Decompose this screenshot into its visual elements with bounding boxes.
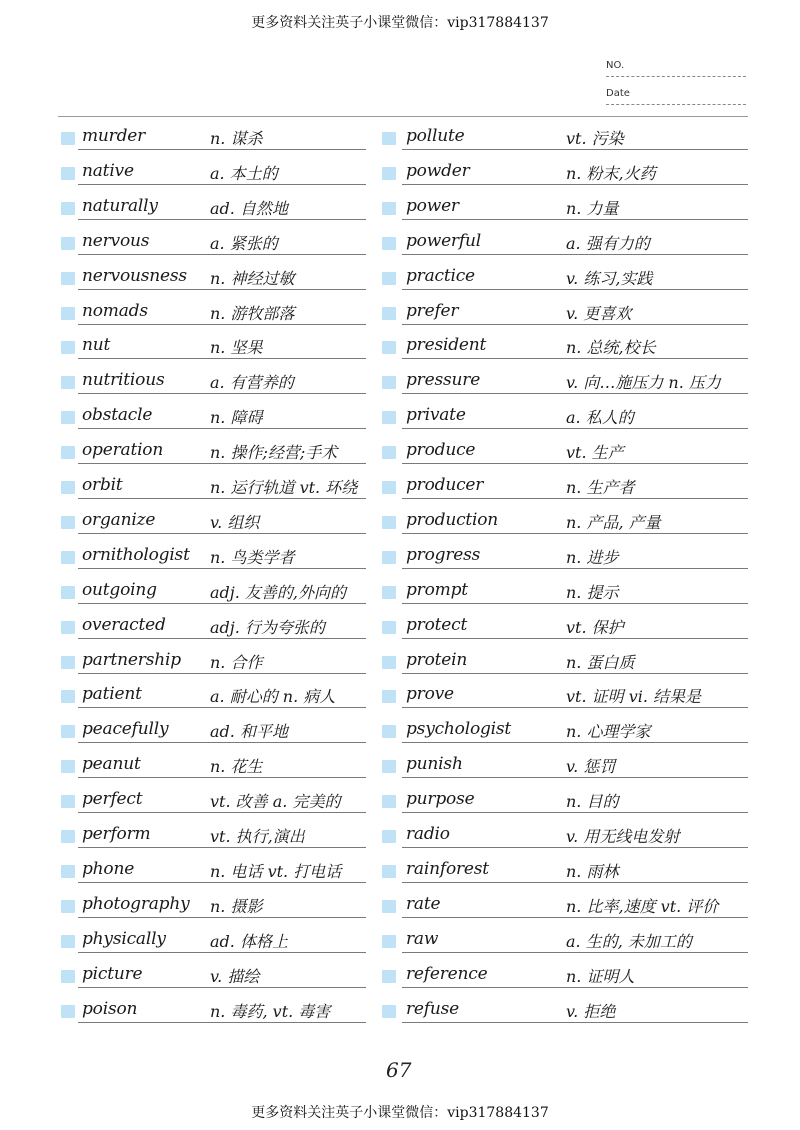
checkbox-marker — [61, 1005, 75, 1018]
ruled-line — [402, 847, 748, 848]
vocab-definition: a. 生的, 未加工的 — [566, 931, 692, 951]
vocab-definition: v. 描绘 — [210, 966, 260, 986]
ruled-line — [402, 707, 748, 708]
ruled-line — [402, 777, 748, 778]
checkbox-marker — [382, 1005, 396, 1018]
vocab-definition: n. 比率,速度 vt. 评价 — [566, 896, 719, 916]
vocab-word: powder — [406, 160, 470, 181]
vocab-word: nut — [82, 335, 111, 356]
ruled-line — [78, 673, 366, 674]
ruled-line — [78, 324, 366, 325]
vocab-definition: n. 心理学家 — [566, 722, 651, 742]
vocab-definition: n. 产品, 产量 — [566, 512, 661, 532]
checkbox-marker — [61, 132, 75, 145]
ruled-line — [402, 568, 748, 569]
vocab-row — [0, 401, 800, 435]
vocab-word: pollute — [406, 126, 465, 146]
date-label: Date — [606, 88, 630, 99]
checkbox-marker — [382, 237, 396, 250]
vocab-word: protect — [406, 614, 468, 635]
ruled-line — [402, 324, 748, 325]
vocab-definition: v. 练习,实践 — [566, 268, 653, 288]
vocab-word: rainforest — [406, 858, 489, 879]
ruled-line — [78, 533, 366, 534]
ruled-line — [78, 568, 366, 569]
checkbox-marker — [382, 900, 396, 913]
vocab-word: nomads — [82, 300, 148, 321]
checkbox-marker — [61, 586, 75, 599]
ruled-line — [402, 428, 748, 429]
vocab-definition: v. 惩罚 — [566, 757, 616, 777]
vocab-word: poison — [82, 998, 138, 1019]
vocab-definition: a. 紧张的 — [210, 233, 278, 253]
vocab-word: prove — [406, 684, 454, 705]
vocab-row — [0, 227, 800, 261]
ruled-line — [402, 289, 748, 290]
ruled-line — [78, 812, 366, 813]
vocab-word: peanut — [82, 754, 141, 775]
checkbox-marker — [61, 865, 75, 878]
vocab-definition: ad. 体格上 — [210, 931, 288, 951]
checkbox-marker — [382, 551, 396, 564]
vocab-definition: a. 耐心的 n. 病人 — [210, 687, 336, 707]
vocab-definition: n. 毒药, vt. 毒害 — [210, 1001, 331, 1021]
vocab-word: photography — [82, 893, 190, 914]
vocab-row — [0, 680, 800, 714]
checkbox-marker — [382, 830, 396, 843]
vocab-definition: n. 目的 — [566, 792, 619, 812]
checkbox-marker — [61, 795, 75, 808]
vocab-word: outgoing — [82, 579, 157, 600]
checkbox-marker — [382, 970, 396, 983]
ruled-line — [78, 184, 366, 185]
vocab-row — [0, 157, 800, 191]
vocab-row — [0, 192, 800, 226]
ruled-line — [402, 882, 748, 883]
vocab-word: perform — [82, 824, 151, 844]
vocab-definition: n. 电话 vt. 打电话 — [210, 861, 342, 881]
vocab-definition: n. 鸟类学者 — [210, 547, 295, 567]
ruled-line — [402, 742, 748, 743]
vocab-row — [0, 960, 800, 994]
vocab-definition: v. 拒绝 — [566, 1001, 616, 1021]
vocab-word: naturally — [82, 195, 158, 216]
checkbox-marker — [61, 656, 75, 669]
vocab-word: patient — [82, 684, 142, 705]
checkbox-marker — [382, 411, 396, 424]
ruled-line — [78, 638, 366, 639]
ruled-line — [78, 882, 366, 883]
vocab-definition: v. 更喜欢 — [566, 303, 632, 323]
ruled-line — [78, 289, 366, 290]
vocab-definition: v. 向…施压力 n. 压力 — [566, 373, 721, 393]
vocab-row — [0, 576, 800, 610]
page-number: 67 — [386, 1058, 412, 1082]
vocab-word: nutritious — [82, 370, 165, 391]
vocab-row — [0, 820, 800, 854]
checkbox-marker — [61, 167, 75, 180]
vocab-word: native — [82, 160, 134, 181]
vocab-definition: vt. 证明 vi. 结果是 — [566, 687, 702, 707]
vocab-word: picture — [82, 963, 143, 984]
vocab-word: phone — [82, 858, 135, 879]
ruled-line — [78, 777, 366, 778]
vocab-word: protein — [406, 649, 468, 670]
ruled-line — [78, 149, 366, 150]
vocab-definition: n. 力量 — [566, 198, 619, 218]
checkbox-marker — [382, 760, 396, 773]
vocab-definition: n. 花生 — [210, 757, 263, 777]
ruled-line — [402, 812, 748, 813]
vocab-word: perfect — [82, 789, 143, 810]
checkbox-marker — [382, 481, 396, 494]
vocab-word: overacted — [82, 614, 166, 635]
vocab-row — [0, 366, 800, 400]
vocab-row — [0, 855, 800, 889]
checkbox-marker — [382, 307, 396, 320]
vocab-word: radio — [406, 824, 450, 844]
ruled-line — [402, 533, 748, 534]
vocab-definition: n. 提示 — [566, 582, 619, 602]
vocab-word: power — [406, 195, 459, 216]
vocab-definition: n. 神经过敏 — [210, 268, 295, 288]
date-line — [606, 104, 746, 105]
vocab-word: murder — [82, 126, 146, 146]
ruled-line — [78, 498, 366, 499]
ruled-line — [78, 847, 366, 848]
vocab-definition: n. 合作 — [210, 652, 263, 672]
vocab-word: purpose — [406, 789, 475, 810]
ruled-line — [402, 917, 748, 918]
checkbox-marker — [382, 202, 396, 215]
vocab-row — [0, 925, 800, 959]
vocab-word: progress — [406, 544, 481, 565]
ruled-line — [402, 952, 748, 953]
vocab-word: reference — [406, 963, 488, 984]
ruled-line — [402, 1022, 748, 1023]
vocab-definition: vt. 保护 — [566, 617, 624, 637]
ruled-line — [402, 987, 748, 988]
vocab-word: psychologist — [406, 719, 512, 740]
ruled-line — [78, 952, 366, 953]
checkbox-marker — [61, 725, 75, 738]
vocab-word: operation — [82, 440, 164, 461]
ruled-line — [78, 463, 366, 464]
vocab-word: nervousness — [82, 265, 187, 286]
checkbox-marker — [61, 621, 75, 634]
vocab-definition: vt. 污染 — [566, 129, 624, 148]
vocab-definition: vt. 改善 a. 完美的 — [210, 792, 341, 812]
ruled-line — [78, 393, 366, 394]
ruled-line — [402, 149, 748, 150]
ruled-line — [402, 673, 748, 674]
vocab-definition: n. 进步 — [566, 547, 619, 567]
vocab-word: powerful — [406, 230, 481, 251]
vocab-definition: a. 有营养的 — [210, 373, 294, 393]
vocab-definition: ad. 和平地 — [210, 722, 288, 742]
vocab-definition: n. 操作;经营;手术 — [210, 443, 338, 463]
ruled-line — [78, 707, 366, 708]
vocab-row — [0, 785, 800, 819]
ruled-line — [78, 603, 366, 604]
vocab-definition: v. 组织 — [210, 512, 260, 532]
checkbox-marker — [61, 551, 75, 564]
checkbox-marker — [382, 272, 396, 285]
ruled-line — [78, 254, 366, 255]
vocab-row — [0, 471, 800, 505]
checkbox-marker — [61, 272, 75, 285]
vocab-row — [0, 890, 800, 924]
vocab-definition: n. 证明人 — [566, 966, 635, 986]
vocab-word: private — [406, 405, 466, 426]
checkbox-marker — [382, 725, 396, 738]
checkbox-marker — [61, 970, 75, 983]
vocab-word: prefer — [406, 300, 459, 321]
vocab-word: prompt — [406, 579, 468, 600]
vocab-word: production — [406, 509, 499, 530]
vocab-row — [0, 715, 800, 749]
vocab-word: obstacle — [82, 405, 153, 426]
checkbox-marker — [61, 830, 75, 843]
checkbox-marker — [61, 237, 75, 250]
vocab-word: refuse — [406, 998, 460, 1019]
ruled-line — [78, 428, 366, 429]
vocab-definition: n. 坚果 — [210, 338, 263, 358]
vocab-row — [0, 995, 800, 1029]
ruled-line — [78, 1022, 366, 1023]
vocab-word: raw — [406, 928, 439, 949]
ruled-line — [402, 603, 748, 604]
vocab-definition: v. 用无线电发射 — [566, 827, 680, 846]
vocab-word: punish — [406, 754, 463, 775]
vocab-word: orbit — [82, 475, 123, 495]
ruled-line — [78, 742, 366, 743]
checkbox-marker — [382, 446, 396, 459]
checkbox-marker — [382, 621, 396, 634]
ruled-line — [402, 184, 748, 185]
ruled-line — [78, 987, 366, 988]
vocab-definition: ad. 自然地 — [210, 198, 288, 218]
ruled-line — [402, 219, 748, 220]
checkbox-marker — [382, 516, 396, 529]
checkbox-marker — [61, 376, 75, 389]
vocab-row — [0, 646, 800, 680]
vocab-word: president — [406, 335, 487, 356]
vocab-word: nervous — [82, 230, 150, 251]
vocab-word: ornithologist — [82, 544, 190, 565]
vocab-definition: n. 运行轨道 vt. 环绕 — [210, 478, 358, 497]
vocab-row — [0, 331, 800, 365]
vocab-row — [0, 436, 800, 470]
vocab-row — [0, 262, 800, 296]
no-line — [606, 76, 746, 77]
no-label: NO. — [606, 60, 625, 71]
vocab-definition: n. 生产者 — [566, 478, 635, 497]
checkbox-marker — [61, 481, 75, 494]
checkbox-marker — [382, 586, 396, 599]
vocab-definition: vt. 生产 — [566, 443, 624, 463]
vocab-word: producer — [406, 475, 484, 495]
vocab-row — [0, 506, 800, 540]
checkbox-marker — [382, 656, 396, 669]
vocab-definition: vt. 执行,演出 — [210, 827, 305, 846]
checkbox-marker — [382, 376, 396, 389]
vocab-row — [0, 122, 800, 156]
vocab-definition: n. 雨林 — [566, 861, 619, 881]
vocab-word: physically — [82, 928, 166, 949]
ruled-line — [402, 358, 748, 359]
checkbox-marker — [61, 690, 75, 703]
vocab-word: partnership — [82, 649, 181, 670]
vocab-definition: adj. 友善的,外向的 — [210, 582, 347, 602]
footer-banner: 更多资料关注英子小课堂微信：vip317884137 — [251, 1105, 549, 1121]
checkbox-marker — [382, 690, 396, 703]
vocab-row — [0, 750, 800, 784]
vocab-word: peacefully — [82, 719, 169, 740]
vocab-definition: n. 摄影 — [210, 896, 263, 916]
vocab-definition: n. 粉末,火药 — [566, 163, 656, 183]
vocab-definition: a. 本土的 — [210, 163, 278, 183]
vocab-definition: n. 障碍 — [210, 408, 263, 428]
ruled-line — [78, 219, 366, 220]
checkbox-marker — [61, 516, 75, 529]
ruled-line — [402, 498, 748, 499]
vocab-word: practice — [406, 265, 475, 286]
vocab-row — [0, 297, 800, 331]
checkbox-marker — [61, 446, 75, 459]
ruled-line — [402, 463, 748, 464]
ruled-line — [78, 917, 366, 918]
checkbox-marker — [382, 167, 396, 180]
ruled-line — [402, 254, 748, 255]
header-banner: 更多资料关注英子小课堂微信：vip317884137 — [251, 15, 549, 31]
vocab-definition: a. 私人的 — [566, 408, 634, 428]
checkbox-marker — [382, 341, 396, 354]
ruled-line — [78, 358, 366, 359]
checkbox-marker — [382, 795, 396, 808]
vocab-word: pressure — [406, 370, 481, 391]
vocab-definition: adj. 行为夸张的 — [210, 617, 325, 637]
vocab-word: rate — [406, 893, 441, 914]
top-rule — [58, 116, 748, 117]
vocab-definition: n. 游牧部落 — [210, 303, 295, 323]
vocab-definition: n. 谋杀 — [210, 129, 263, 148]
vocab-word: organize — [82, 509, 156, 530]
checkbox-marker — [61, 935, 75, 948]
ruled-line — [402, 638, 748, 639]
vocab-row — [0, 611, 800, 645]
checkbox-marker — [382, 935, 396, 948]
checkbox-marker — [61, 202, 75, 215]
vocab-definition: a. 强有力的 — [566, 233, 650, 253]
checkbox-marker — [61, 411, 75, 424]
vocab-word: produce — [406, 440, 476, 461]
checkbox-marker — [61, 760, 75, 773]
checkbox-marker — [382, 865, 396, 878]
ruled-line — [402, 393, 748, 394]
vocab-row — [0, 541, 800, 575]
vocab-definition: n. 蛋白质 — [566, 652, 635, 672]
checkbox-marker — [61, 900, 75, 913]
vocab-definition: n. 总统,校长 — [566, 338, 656, 358]
checkbox-marker — [382, 132, 396, 145]
checkbox-marker — [61, 307, 75, 320]
checkbox-marker — [61, 341, 75, 354]
